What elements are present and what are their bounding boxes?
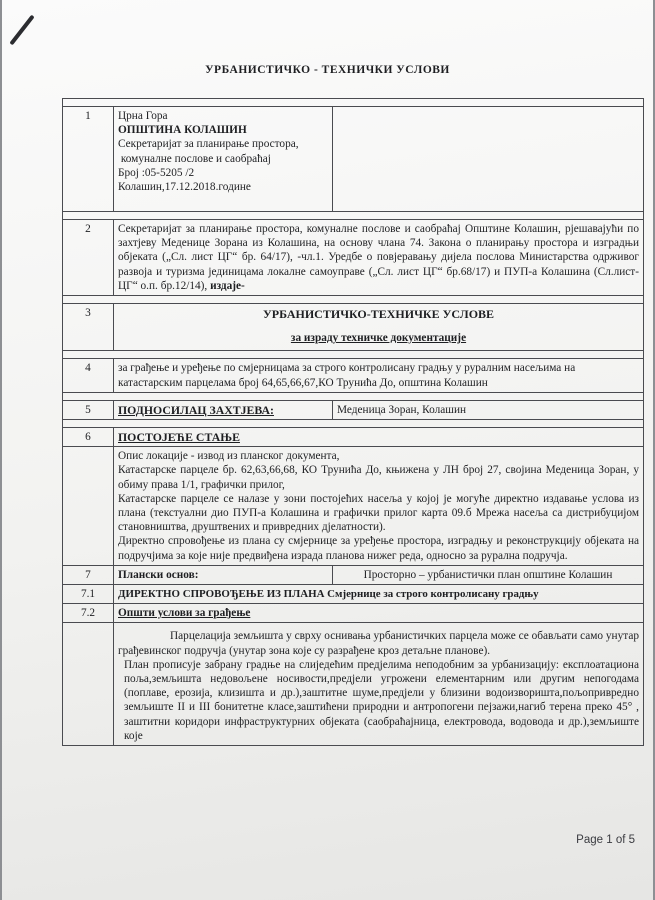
issuer-blank [333,107,644,212]
preamble-text [114,220,644,296]
general-conditions-heading: Општи услови за грађење [114,604,644,623]
location-description: Опис локације - извод из планског документа, [118,450,340,463]
row-preamble [63,220,644,296]
parcel-zone: Катастарске парцеле се налазе у зони постојећих насеља у којој је могуће директно издавање услова из плана (текстуални дио ПУП-а Колашина и графички прилог карта 09.б Мрежа насеља са дистрибуцијом становништва, друштвених и привредних дјелатности). [118,492,639,534]
preamble-issues: издаје- [210,279,245,292]
planning-basis-label: Плански основ: [114,565,333,584]
row-number: 3 [63,304,114,351]
document-title: УРБАНИСТИЧКО - ТЕХНИЧКИ УСЛОВИ [205,64,450,76]
row-existing-state-body [63,447,644,566]
row-applicant [63,400,644,419]
purpose-text: за грађење и уређење по смјерницама за строго контролисану градњу у руралним насељима на катастарским парцелама број 64,65,66,67,КО Трунића До, општина Колашин [114,359,644,392]
existing-state-heading: ПОСТОЈЕЋЕ СТАЊЕ [114,428,644,447]
section-heading: УРБАНИСТИЧКО-ТЕХНИЧКЕ УСЛОВЕ [262,307,495,322]
issuer-number: Број :05-5205 /2 [118,166,195,179]
row-direct-implementation [63,585,644,604]
direct-implementation: Директно спровођење из плана су смјернице за уређење простора, изградњу и реконструкцију објеката на подручјима за које није предвиђена израда планова нижег реда, односно за рурална подручја. [118,535,639,562]
row-general-conditions-body [63,623,644,746]
heading-cell [114,304,644,351]
conditions-table [62,98,644,746]
building-ban-paragraph: План прописује забрану градње на слиједећим предјелима неподобним за урбанизацију: експлоатациона поља,земљишта недовољене носивости,предјели угрожени елементарним или другим непогодама (поплаве, ерозија, клизишта и др.),заштитне шуме,предјели у близини водоизворишта,пољопривредно земљиште II и III бонитетне класе,заштићени природни и антропогени пејзажи,нагиб терена преко 45° , заштитни коридори инфраструктурних објеката (саобраћајница, електровода, водовода и др.),земљиште које [124,658,639,742]
applicant-label: ПОДНОСИЛАЦ ЗАХТЈЕВА: [114,400,333,419]
row-issuer [63,107,644,212]
row-planning-basis [63,565,644,584]
issuer-date: Колашин,17.12.2018.године [118,181,251,194]
applicant-value: Меденица Зоран, Колашин [333,400,644,419]
general-conditions-body [114,623,644,746]
parcel-ownership: Катастарске парцеле бр. 62,63,66,68, КО Трунића До, књижена у ЛН број 27, својина Меденица Зоран, у обиму права 1/1, графички прилог, [118,464,639,491]
row-number: 7.1 [63,585,114,604]
row-existing-state [63,428,644,447]
issuer-block [114,107,333,212]
issuer-department: Секретаријат за планирање простора, [118,138,299,151]
issuer-municipality: ОПШТИНА КОЛАШИН [118,124,247,137]
row-number: 4 [63,359,114,392]
row-number: 7 [63,565,114,584]
direct-implementation-title: ДИРЕКТНО СПРОВОЂЕЊЕ ИЗ ПЛАНА Смјернице за строго контролисану градњу [114,585,644,604]
section-subheading: за израду техничке документације [290,332,467,345]
row-general-conditions [63,604,644,623]
existing-state-body [114,447,644,566]
pen-mark [9,15,34,46]
row-heading [63,304,644,351]
issuer-country: Црна Гора [118,110,168,122]
parcelation-paragraph: Парцелација земљишта у сврху оснивања урбанистичких парцела може се обављати само унутар грађевинског подручја (унутар зона које су разрађене кроз детаљне планове). [118,630,639,657]
page-number: Page 1 of 5 [576,834,635,846]
row-number: 2 [63,220,114,296]
row-purpose [63,359,644,392]
row-number: 1 [63,107,114,212]
issuer-department-cont: комуналне послове и саобраћај [118,152,271,165]
preamble-body: Секретаријат за планирање простора, комуналне послове и саобраћај Општине Колашин, рјешавајући по захтјеву Меденице Зорана из Колашина, на основу члана 74. Закона о планирању простора и изградњи објеката („Сл. лист ЦГ“ бр. 64/17), -чл.1. Уредбе о повјеравању дијела послова Министарства одрживог развоја и туризма јединицама локалне самоуправе („Сл. лист ЦГ“ бр.68/17) и ПУП-а Колашина (Сл.лист- ЦГ“ о.п. бр.12/14), [118,223,639,292]
row-number: 7.2 [63,604,114,623]
planning-basis-value: Просторно – урбанистички план општине Колашин [333,565,644,584]
document-page [2,0,653,900]
row-number: 6 [63,428,114,447]
row-number: 5 [63,400,114,419]
